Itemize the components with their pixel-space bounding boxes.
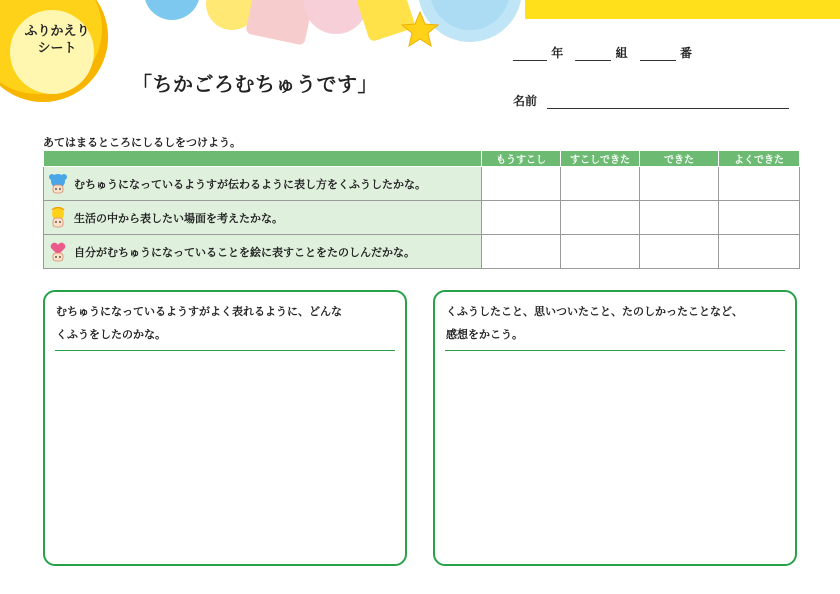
class-field[interactable] (575, 48, 611, 61)
table-header-row (44, 151, 800, 167)
instruction-text: あてはまるところにしるしをつけよう。 (43, 136, 241, 149)
table-row (44, 235, 800, 269)
check-cell[interactable] (719, 167, 800, 201)
writing-box-left[interactable] (43, 290, 407, 566)
year-label: 年 (551, 46, 564, 60)
column-header: よくできた (719, 151, 800, 167)
question-text: 生活の中から表したい場面を考えたかな。 (74, 211, 283, 225)
table-row (44, 167, 800, 201)
check-cell[interactable] (561, 167, 640, 201)
box-prompt: くふうしたこと、思いついたこと、たのしかったことなど、 感想をかこう。 (446, 305, 743, 341)
question-cell (44, 235, 482, 269)
name-label: 名前 (513, 94, 538, 108)
check-cell[interactable] (640, 167, 719, 201)
blue-character-icon (48, 173, 68, 195)
self-evaluation-table (43, 150, 800, 269)
blue-circle-shape (144, 0, 200, 20)
column-header: すこしできた (561, 151, 640, 167)
pink-heart-character-icon (48, 241, 68, 263)
box-divider (445, 350, 785, 351)
column-header: できた (640, 151, 719, 167)
table-row (44, 201, 800, 235)
check-cell[interactable] (640, 235, 719, 269)
name-row (513, 92, 789, 109)
pink-square-shape (245, 0, 315, 46)
box-prompt: むちゅうになっているようすがよく表れるように、どんな くふうをしたのかな。 (56, 305, 342, 341)
page-title: 「ちかごろむちゅうです」 (132, 72, 378, 96)
decorative-shapes (0, 0, 840, 60)
check-cell[interactable] (482, 167, 561, 201)
question-cell (44, 201, 482, 235)
check-cell[interactable] (482, 201, 561, 235)
check-cell[interactable] (482, 235, 561, 269)
table-header-blank (44, 151, 482, 167)
badge-label: ふりかえり シート (24, 24, 90, 56)
column-header: もうすこし (482, 151, 561, 167)
year-field[interactable] (513, 48, 547, 61)
yellow-character-icon (48, 207, 68, 229)
question-text: 自分がむちゅうになっていることを絵に表すことをたのしんだかな。 (74, 245, 415, 259)
check-cell[interactable] (719, 201, 800, 235)
number-label: 番 (679, 46, 692, 60)
yellow-tile-shape (356, 0, 416, 42)
check-cell[interactable] (561, 235, 640, 269)
check-cell[interactable] (719, 235, 800, 269)
question-cell (44, 167, 482, 201)
check-cell[interactable] (640, 201, 719, 235)
name-field[interactable] (547, 96, 789, 109)
class-label: 組 (615, 46, 628, 60)
box-divider (55, 350, 395, 351)
question-text: むちゅうになっているようすが伝わるように表し方をくふうしたかな。 (74, 177, 426, 191)
check-cell[interactable] (561, 201, 640, 235)
year-class-number-row (513, 44, 692, 61)
number-field[interactable] (640, 48, 676, 61)
writing-box-right[interactable] (433, 290, 797, 566)
